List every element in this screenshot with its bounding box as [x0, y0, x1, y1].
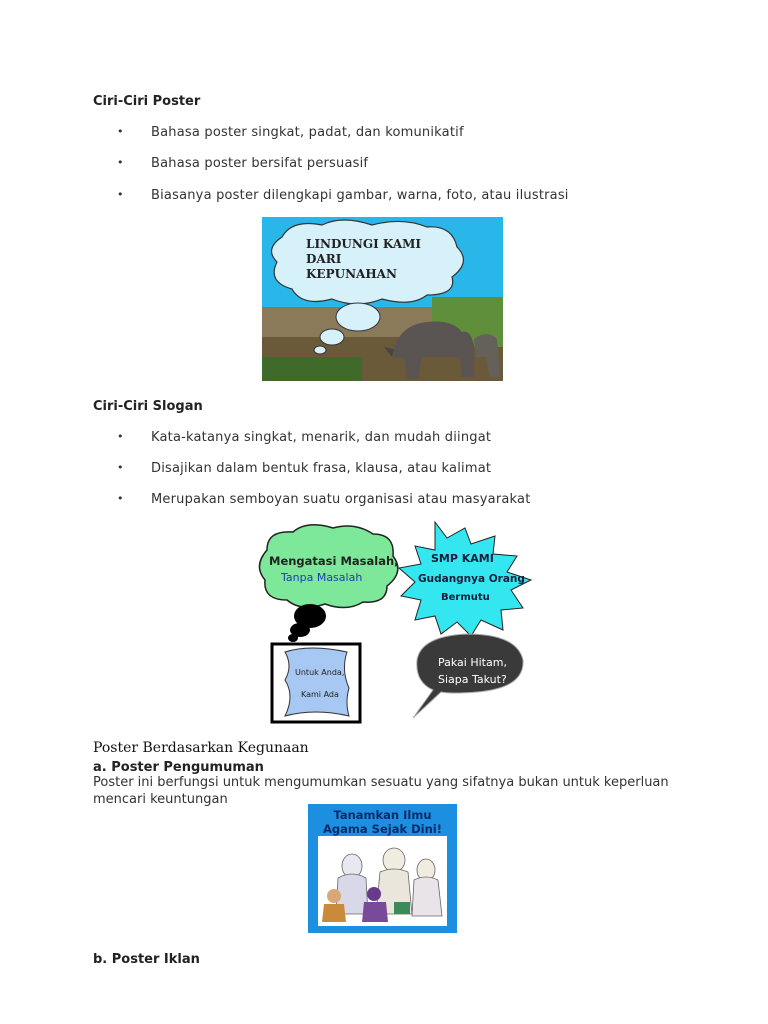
list-item-text: Biasanya poster dilengkapi gambar, warna, foto, atau ilustrasi — [151, 188, 569, 203]
bullet-icon: • — [117, 430, 124, 443]
religion-poster-image — [308, 804, 457, 933]
slogan-flag-line2: Kami Ada — [301, 690, 339, 699]
slogan-bubble-line2: Siapa Takut? — [438, 673, 507, 686]
slogan-flag-line1: Untuk Anda, — [295, 668, 345, 677]
slogan-cloud-line2: Tanpa Masalah — [281, 571, 363, 584]
religion-poster-line1: Tanamkan Ilmu — [333, 808, 432, 822]
heading-poster-traits: Ciri-Ciri Poster — [93, 94, 201, 109]
slogan-star-line3: Bermutu — [441, 592, 490, 603]
list-item-text: Kata-katanya singkat, menarik, dan mudah diingat — [151, 430, 492, 445]
slogan-examples-image — [255, 520, 555, 725]
section-title-by-purpose: Poster Berdasarkan Kegunaan — [93, 740, 309, 756]
list-item-text: Disajikan dalam bentuk frasa, klausa, atau kalimat — [151, 461, 492, 476]
rhino-poster-line1: LINDUNGI KAMI — [306, 237, 422, 251]
bullet-icon: • — [117, 188, 124, 201]
bullet-icon: • — [117, 461, 124, 474]
bullet-icon: • — [117, 125, 124, 138]
subheading-announcement-poster: a. Poster Pengumuman — [93, 760, 264, 775]
list-item-text: Bahasa poster bersifat persuasif — [151, 156, 369, 171]
list-item-text: Bahasa poster singkat, padat, dan komunikatif — [151, 125, 464, 140]
rhino-poster-image — [262, 217, 503, 381]
slogan-star-line2: Gudangnya Orang — [418, 573, 525, 585]
list-item-text: Merupakan semboyan suatu organisasi atau masyarakat — [151, 492, 531, 507]
bullet-icon: • — [117, 156, 124, 169]
subheading-advertisement-poster: b. Poster Iklan — [93, 952, 200, 967]
religion-poster-line2: Agama Sejak Dini! — [323, 822, 442, 836]
slogan-star-line1: SMP KAMI — [431, 552, 494, 565]
rhino-poster-line2: DARI — [306, 252, 342, 266]
slogan-cloud-line1: Mengatasi Masalah, — [269, 554, 399, 568]
bullet-icon: • — [117, 492, 124, 505]
announcement-poster-description: Poster ini berfungsi untuk mengumumkan sesuatu yang sifatnya bukan untuk keperluan mencari keuntungan — [93, 775, 669, 807]
slogan-bubble-line1: Pakai Hitam, — [438, 656, 507, 669]
rhino-poster-line3: KEPUNAHAN — [306, 267, 397, 281]
heading-slogan-traits: Ciri-Ciri Slogan — [93, 399, 203, 414]
